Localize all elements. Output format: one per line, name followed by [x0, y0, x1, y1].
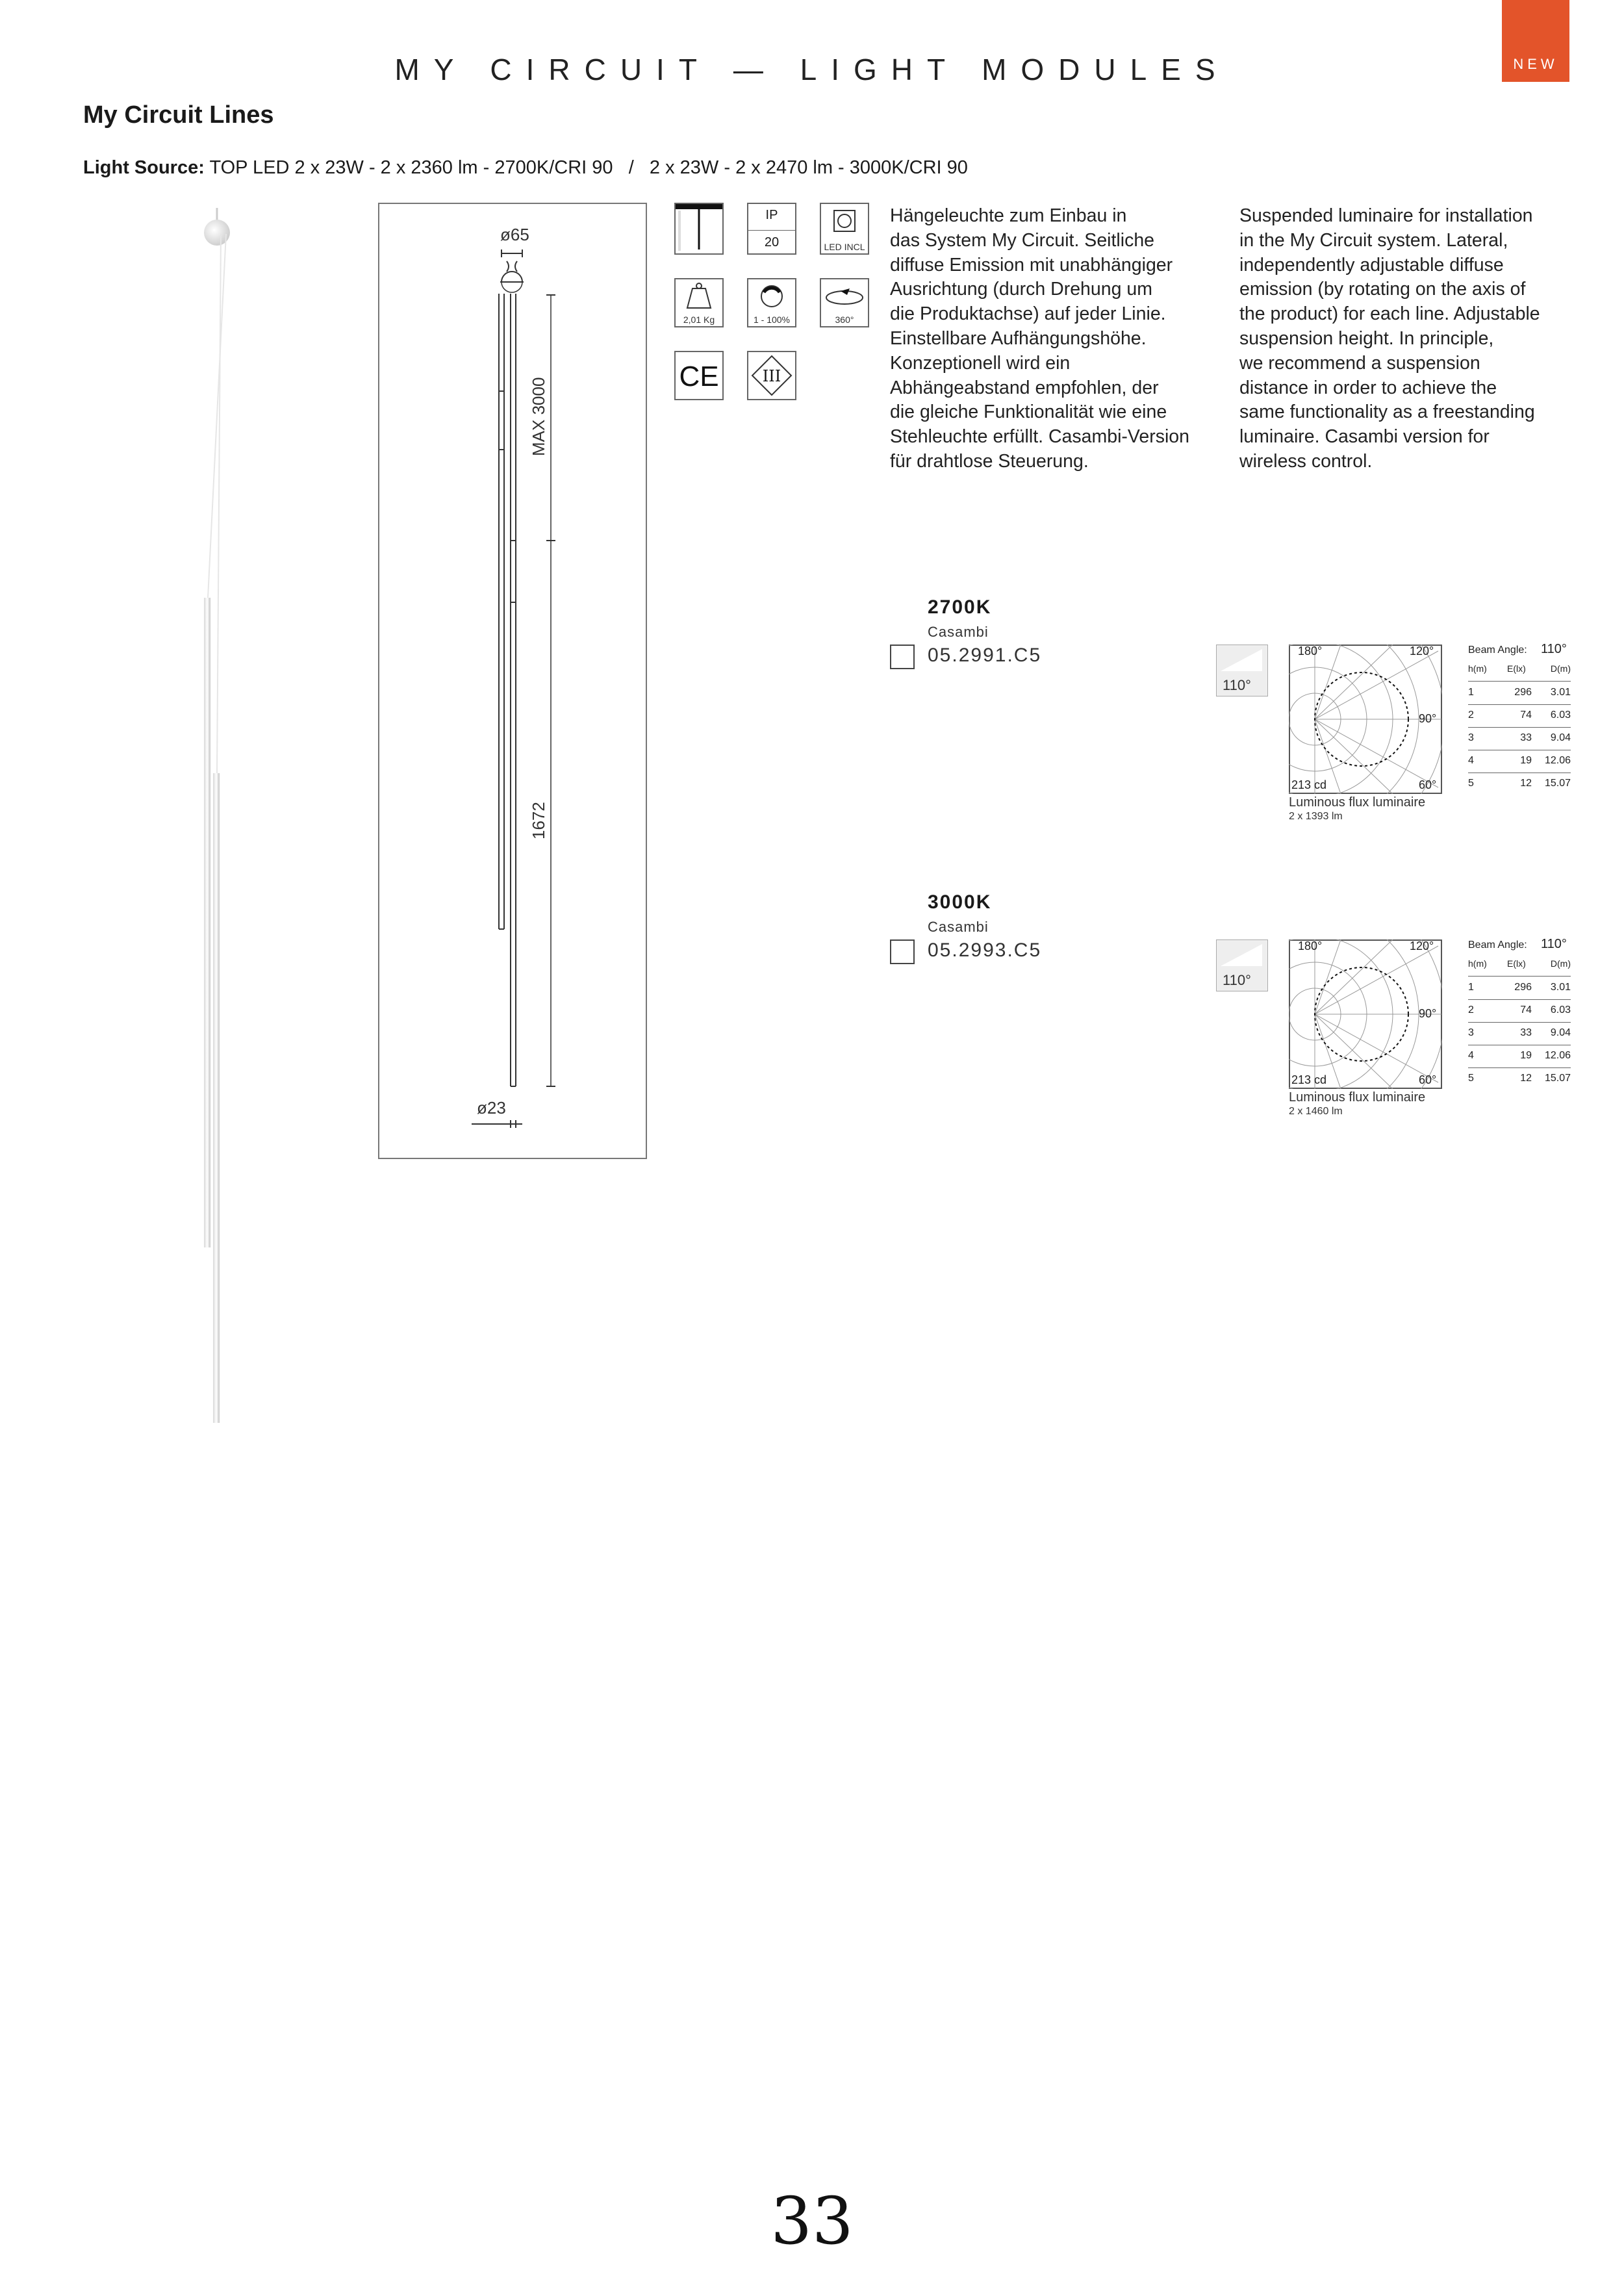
variant-title: 3000K: [928, 891, 992, 913]
svg-text:CE: CE: [679, 361, 719, 392]
table-cell: 9.04: [1550, 1027, 1571, 1038]
table-cell: 6.03: [1550, 709, 1571, 721]
table-cell: 33: [1520, 732, 1532, 743]
table-row: [1468, 1001, 1571, 1023]
angle-label: 90°: [1419, 712, 1437, 725]
section-title: My Circuit Lines: [83, 101, 274, 129]
new-badge: NEW: [1502, 0, 1569, 82]
table-cell: 12.06: [1544, 755, 1571, 766]
led-incl-caption: LED INCL: [824, 242, 865, 252]
table-beam-value: 110°: [1541, 642, 1567, 656]
light-source-label: Light Source:: [83, 157, 205, 178]
table-beam-label: Beam Angle:: [1468, 645, 1527, 656]
table-header: E(lx): [1507, 663, 1526, 674]
led-included-icon: [820, 203, 869, 255]
en-line: luminaire. Casambi version for: [1239, 426, 1490, 448]
table-cell: 5: [1468, 778, 1474, 789]
de-line: Ausrichtung (durch Drehung um: [890, 279, 1152, 300]
en-line: independently adjustable diffuse: [1239, 254, 1504, 275]
angle-label: 180°: [1298, 645, 1323, 658]
table-cell: 2: [1468, 709, 1474, 721]
variant-3000k: [890, 891, 1605, 1138]
angle-label: 180°: [1298, 939, 1323, 952]
top-diameter-label: ø65: [500, 225, 529, 244]
dimming-icon: [747, 278, 796, 327]
table-header-row: [1468, 660, 1571, 682]
light-source-line: [83, 157, 968, 179]
flux-value: 2 x 1393 lm: [1289, 811, 1343, 822]
table-cell: 9.04: [1550, 732, 1571, 743]
light-line-left: [204, 598, 210, 1247]
en-line: distance in order to achieve the: [1239, 377, 1497, 398]
table-cell: 33: [1520, 1027, 1532, 1038]
rotation-caption: 360°: [835, 314, 854, 325]
table-cell: 6.03: [1550, 1004, 1571, 1016]
ip-label: IP: [765, 208, 778, 222]
de-line: diffuse Emission mit unabhängiger: [890, 254, 1173, 275]
svg-text:III: III: [762, 367, 781, 385]
table-cell: 1: [1468, 687, 1474, 698]
weight-caption: 2,01 Kg: [683, 314, 715, 325]
table-header: D(m): [1550, 958, 1571, 969]
table-cell: 15.07: [1544, 1073, 1571, 1084]
table-cell: 2: [1468, 1004, 1474, 1016]
angle-label: 120°: [1410, 645, 1434, 658]
angle-label: 60°: [1419, 1073, 1437, 1086]
candela-label: 213 cd: [1291, 778, 1327, 791]
table-cell: 15.07: [1544, 778, 1571, 789]
class-iii-icon: [747, 351, 796, 400]
variant-subtitle: Casambi: [928, 919, 989, 935]
variant-2700k: [890, 596, 1605, 843]
table-row: [1468, 1047, 1571, 1068]
candela-label: 213 cd: [1291, 1073, 1327, 1086]
de-line: die gleiche Funktionalität wie eine: [890, 402, 1167, 423]
table-cell: 3.01: [1550, 982, 1571, 993]
variant-title: 2700K: [928, 596, 992, 618]
table-header: D(m): [1550, 663, 1571, 674]
table-cell: 74: [1520, 1004, 1532, 1016]
photometric-diagram: [1289, 939, 1442, 1089]
table-cell: 296: [1514, 982, 1532, 993]
illuminance-table: [1468, 939, 1572, 1095]
flux-label: Luminous flux luminaire: [1289, 795, 1426, 810]
description-german: [890, 204, 1228, 474]
description-english: [1239, 204, 1577, 474]
variant-select-checkbox[interactable]: [890, 645, 915, 669]
track-system-icon: [674, 203, 724, 255]
bottom-diameter-label: ø23: [477, 1098, 506, 1118]
table-cell: 19: [1520, 755, 1532, 766]
angle-label: 60°: [1419, 778, 1437, 791]
de-line: für drahtlose Steuerung.: [890, 450, 1089, 472]
table-row: [1468, 1069, 1571, 1090]
table-cell: 12.06: [1544, 1050, 1571, 1061]
light-line-right: [213, 773, 220, 1423]
variant-subtitle: Casambi: [928, 624, 989, 640]
de-line: Hängeleuchte zum Einbau in: [890, 205, 1127, 226]
beam-angle-value: 110°: [1223, 677, 1251, 693]
rotation-icon: [820, 278, 869, 327]
ip-rating-icon: [747, 203, 796, 255]
table-cell: 12: [1520, 778, 1532, 789]
en-line: in the My Circuit system. Lateral,: [1239, 229, 1508, 251]
table-cell: 19: [1520, 1050, 1532, 1061]
de-line: Abhängeabstand empfohlen, der: [890, 377, 1159, 398]
en-line: Suspended luminaire for installation: [1239, 205, 1533, 226]
de-line: das System My Circuit. Seitliche: [890, 229, 1155, 251]
table-cell: 12: [1520, 1073, 1532, 1084]
ip-value: 20: [764, 235, 780, 249]
beam-angle-value: 110°: [1223, 972, 1251, 988]
table-row: [1468, 752, 1571, 773]
table-cell: 3: [1468, 1027, 1474, 1038]
de-line: die Produktachse) auf jeder Linie.: [890, 303, 1166, 325]
variant-select-checkbox[interactable]: [890, 939, 915, 964]
table-header: E(lx): [1507, 958, 1526, 969]
article-code: 05.2991.C5: [928, 645, 1042, 666]
dimming-caption: 1 - 100%: [753, 314, 791, 325]
angle-label: 120°: [1410, 939, 1434, 952]
body-length-label: 1672: [529, 802, 548, 839]
illuminance-table: [1468, 642, 1572, 800]
table-beam-label: Beam Angle:: [1468, 939, 1527, 951]
table-cell: 3.01: [1550, 687, 1571, 698]
table-header: h(m): [1468, 663, 1487, 674]
page-header-title: MY CIRCUIT — LIGHT MODULES: [394, 53, 1230, 86]
en-line: wireless control.: [1239, 450, 1373, 472]
table-cell: 4: [1468, 1050, 1474, 1061]
en-line: the product) for each line. Adjustable: [1239, 303, 1540, 325]
product-photo: [188, 208, 260, 1429]
max-length-label: MAX 3000: [529, 377, 548, 456]
table-row: [1468, 1024, 1571, 1045]
table-header: h(m): [1468, 958, 1487, 969]
table-cell: 296: [1514, 687, 1532, 698]
table-row: [1468, 706, 1571, 728]
page-number: 33: [770, 2183, 854, 2259]
table-beam-value: 110°: [1541, 937, 1567, 951]
en-line: we recommend a suspension: [1239, 352, 1480, 374]
de-line: Einstellbare Aufhängungshöhe.: [890, 327, 1147, 349]
light-source-text: TOP LED 2 x 23W - 2 x 2360 lm - 2700K/CRI 90 / 2 x 23W - 2 x 2470 lm - 3000K/CRI 90: [209, 157, 968, 178]
article-code: 05.2993.C5: [928, 939, 1042, 961]
table-cell: 4: [1468, 755, 1474, 766]
flux-value: 2 x 1460 lm: [1289, 1106, 1343, 1117]
technical-drawing: [378, 203, 647, 1159]
ce-mark-icon: [674, 351, 724, 400]
de-line: Konzeptionell wird ein: [890, 352, 1071, 374]
table-row: [1468, 978, 1571, 1000]
table-header-row: [1468, 955, 1571, 977]
en-line: suspension height. In principle,: [1239, 327, 1494, 349]
weight-icon: [674, 278, 724, 327]
table-row: [1468, 683, 1571, 705]
angle-label: 90°: [1419, 1007, 1437, 1020]
en-line: emission (by rotating on the axis of: [1239, 279, 1526, 300]
table-cell: 74: [1520, 709, 1532, 721]
en-line: same functionality as a freestanding: [1239, 402, 1535, 423]
table-row: [1468, 774, 1571, 795]
photometric-diagram: [1289, 645, 1442, 794]
table-cell: 1: [1468, 982, 1474, 993]
table-row: [1468, 729, 1571, 750]
table-cell: 3: [1468, 732, 1474, 743]
table-cell: 5: [1468, 1073, 1474, 1084]
flux-label: Luminous flux luminaire: [1289, 1090, 1426, 1105]
de-line: Stehleuchte erfüllt. Casambi-Version: [890, 426, 1189, 448]
